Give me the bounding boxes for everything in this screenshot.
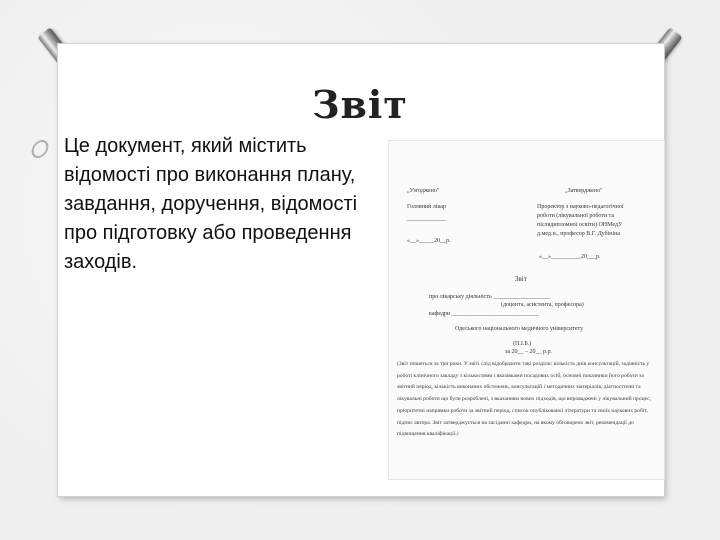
slide-board [58, 44, 664, 496]
slide-title: Звіт [312, 82, 408, 127]
left-approval: „Узгоджено" [407, 188, 440, 194]
line-about: про лікарську діяльність ___________________ [429, 294, 551, 300]
left-date: «__»_____20__р. [407, 238, 451, 244]
right-role-3: післядипломної освіти) ОНМедУ [537, 222, 623, 228]
bullet-text: Це документ, який містить відомості про виконання плану, завдання, доручення, відомості про підготовку або проведення заходів. [64, 135, 358, 273]
right-role-1: Проректор з науково-педагогічної [537, 204, 624, 210]
line-department: кафедри _____________________________ [429, 311, 539, 317]
bullet-icon [30, 140, 51, 158]
line-university: Одеського національного медичного університету [455, 326, 584, 332]
right-date: «__»__________20___р. [539, 254, 601, 260]
right-approval: „Затверджено" [565, 188, 603, 194]
line-name: (П.І.Б.) [513, 341, 532, 347]
document-note: (Звіт пишеться за три роки. У звіті слід відобразити такі розділи: кількість днів консультацій, задіяність у роботі клінічного закладу з кількостями і вказівками посадових осіб, основні показники його роботи за звітний період, кількість виконаних обстежень, консультацій і методичних матеріалів, діагностичні та лікувальні роботи що були розроблені, з вказанням нових підходів, що впроваджені у лікувальний процес, пріоритетні напрямки роботи за звітний період, список опублікованої літератури та своїх наукових робіт, підпис автора. Звіт затверджується на засіданні кафедри, на якому обговорено звіт, рекомендації до підвищення кваліфікації.) [397, 361, 652, 438]
right-role-4: д.мед.н., професор В.Г. Дубініна [537, 231, 621, 237]
document-image [388, 140, 665, 480]
line-position: (доцента, асистента, професора) [501, 302, 584, 308]
left-blank: _____________ [407, 216, 446, 222]
right-role-2: роботи (лікувальної роботи та [537, 213, 615, 219]
doc-title: Звіт [515, 275, 527, 283]
left-role: Головний лікар [407, 204, 446, 210]
line-period: за 20__ – 20__ р.р. [505, 349, 553, 355]
